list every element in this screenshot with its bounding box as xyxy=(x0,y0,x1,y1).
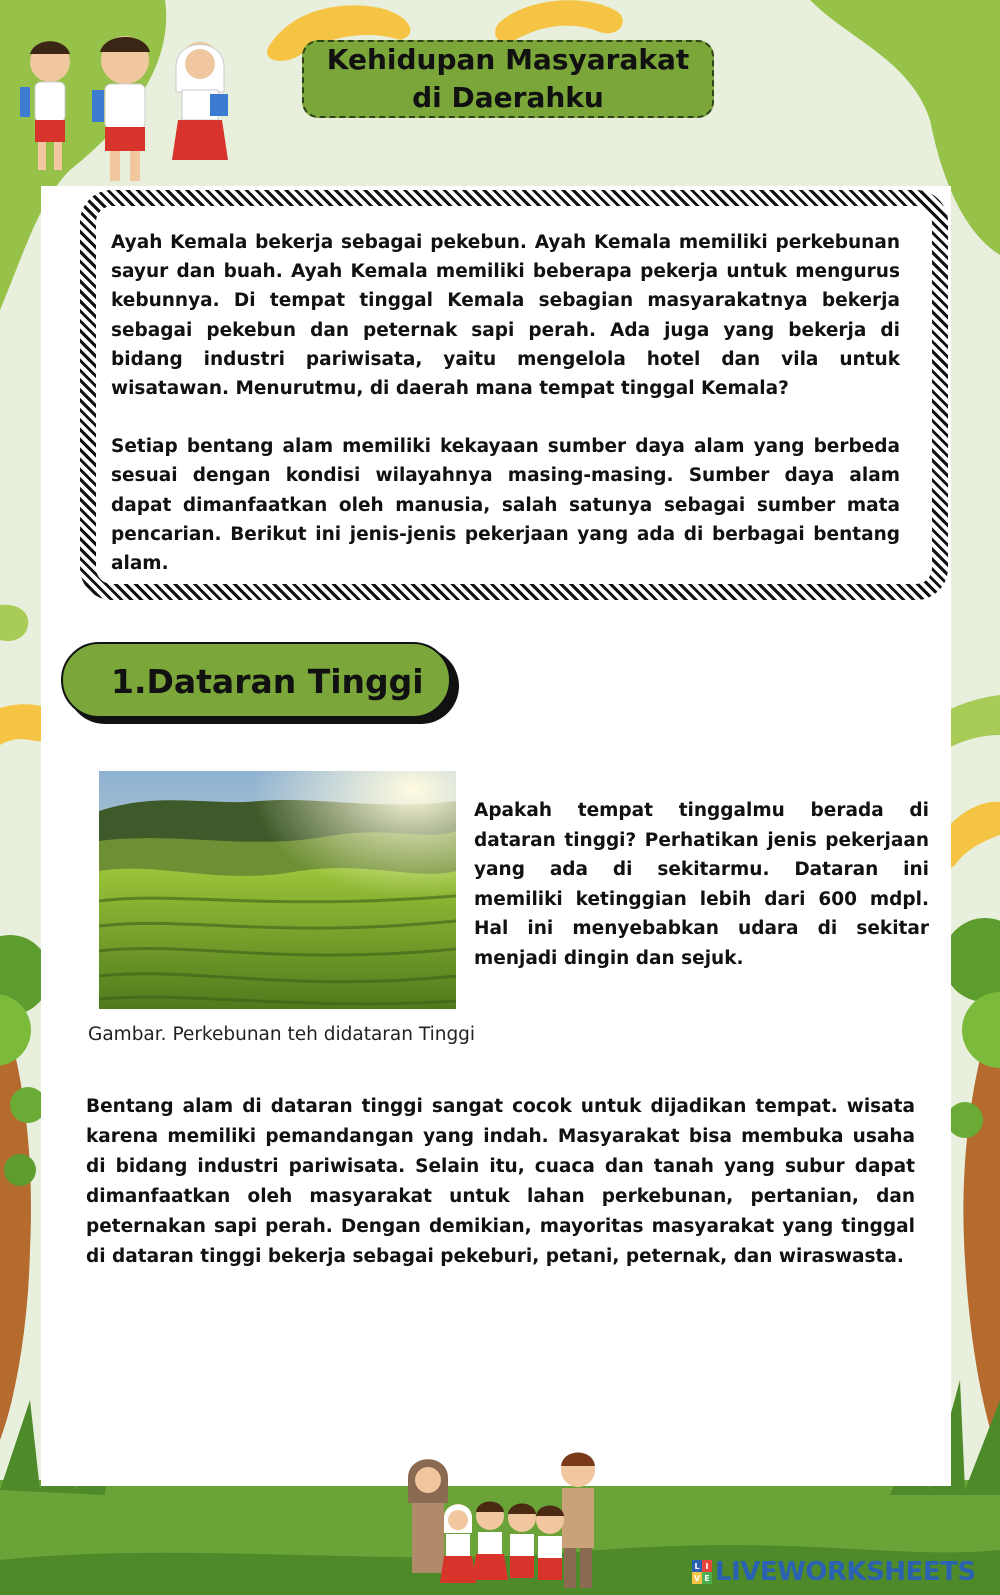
highland-question-text xyxy=(474,796,929,974)
section-heading-pill xyxy=(61,642,451,718)
highland-body-text xyxy=(86,1092,915,1271)
kids-illustration-bottom xyxy=(388,1448,618,1595)
image-caption: Gambar. Perkebunan teh didataran Tinggi xyxy=(88,1024,476,1045)
highland-body-paragraph: Bentang alam di dataran tinggi sangat cocok untuk dijadikan tempat. wisata karena memiliki pemandangan yang indah. Masyarakat bisa membuka usaha di bidang industri pariwisata. Selain itu, cuaca dan tanah yang subur dapat dimanfaatkan oleh masyarakat untuk lahan perkebunan, pertanian, dan peternakan sapi perah. Dengan demikian, mayoritas masyarakat yang tinggal di dataran tinggi bekerja sebagai pekeburi, petani, peternak, dan wiraswasta. xyxy=(86,1096,915,1267)
logo-badge-letter: I xyxy=(702,1560,712,1572)
left-green-blob xyxy=(0,605,28,641)
logo-badge-letter: E xyxy=(702,1572,712,1584)
kids-illustration-top xyxy=(10,32,235,192)
intro-text-block xyxy=(111,228,900,578)
intro-paragraph-1: Ayah Kemala bekerja sebagai pekebun. Ayah Kemala memiliki perkebunan sayur dan buah. Ayah Kemala memiliki beberapa pekerja untuk mengurus kebunnya. Di tempat tinggal Kemala sebagian masyarakatnya bekerja sebagai pekebun dan peternak sapi perah. Ada juga yang bekerja di bidang industri pariwisata, yaitu mengelola hotel dan vila untuk wisatawan. Menurutmu, di daerah mana tempat tinggal Kemala? xyxy=(111,232,900,400)
intro-paragraph-2: Setiap bentang alam memiliki kekayaan sumber daya alam yang berbeda sesuai dengan kondisi wilayahnya masing-masing. Sumber daya alam dapat dimanfaatkan oleh manusia, salah satunya sebagai sumber mata pencarian. Berikut ini jenis-jenis pekerjaan yang ada di berbagai bentang alam. xyxy=(111,436,900,575)
logo-badge-letter: L xyxy=(692,1560,702,1572)
page-title: Kehidupan Masyarakat di Daerahku xyxy=(326,43,690,114)
right-tree xyxy=(943,918,1000,1460)
logo-badge-letter: V xyxy=(693,1573,701,1583)
page-title-banner xyxy=(302,40,714,118)
tea-plantation-image xyxy=(99,771,456,1009)
highland-question-paragraph: Apakah tempat tinggalmu berada di dataran tinggi? Perhatikan jenis pekerjaan yang ada di sekitarmu. Dataran ini memiliki ketinggian lebih dari 600 mdpl. Hal ini menyebabkan udara di sekitar menjadi dingin dan sejuk. xyxy=(474,800,929,969)
liveworksheets-logo xyxy=(692,1556,976,1588)
section-heading: 1.Dataran Tinggi xyxy=(111,662,424,701)
liveworksheets-wordmark: LIVEWORKSHEETS xyxy=(715,1557,976,1587)
liveworksheets-badge-icon xyxy=(692,1560,712,1584)
top-yellow-arc-2 xyxy=(495,0,623,42)
